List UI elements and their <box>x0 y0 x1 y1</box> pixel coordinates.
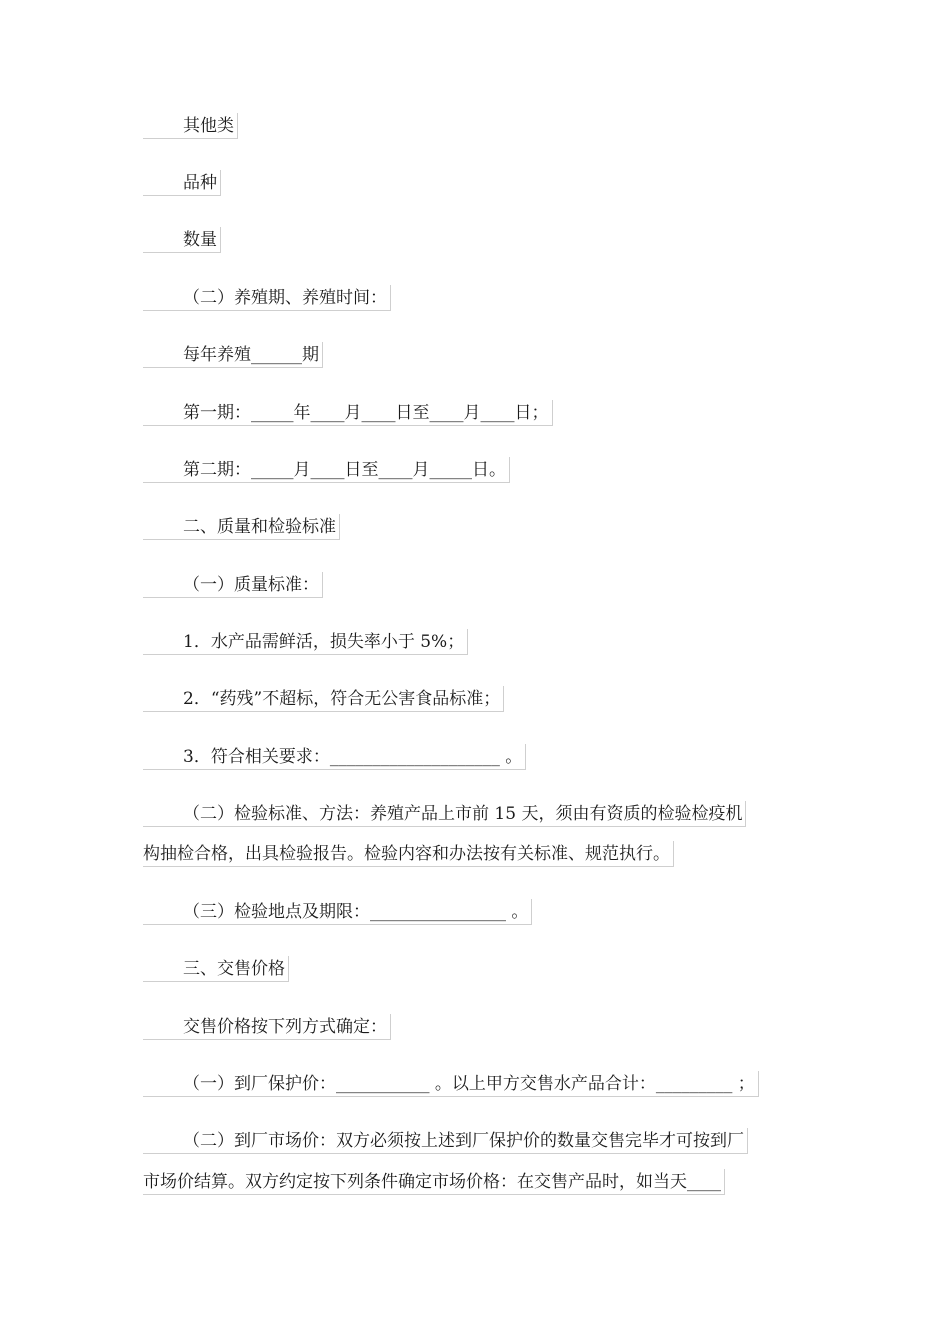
text-line-inspection-method: （二）检验标准、方法：养殖产品上市前 15 天，须由有资质的检验检疫机 <box>143 801 746 827</box>
section-heading-price: 三、交售价格 <box>143 956 289 982</box>
text-line-first-period: 第一期：_____年____月____日至____月____日； <box>143 400 553 426</box>
text-line-quantity: 数量 <box>143 227 221 253</box>
text-line-other-category: 其他类 <box>143 113 238 139</box>
text-line-quality-item-1: 1．水产品需鲜活，损失率小于 5%； <box>143 629 468 655</box>
text-line-market-price: （二）到厂市场价：双方必须按上述到厂保护价的数量交售完毕才可按到厂 <box>143 1128 748 1154</box>
section-heading-quality: 二、质量和检验标准 <box>143 514 340 540</box>
text-line-inspection-place: （三）检验地点及期限：________________ 。 <box>143 899 532 925</box>
text-line-second-period: 第二期：_____月____日至____月_____日。 <box>143 457 510 483</box>
text-line-variety: 品种 <box>143 170 221 196</box>
text-line-quality-item-3: 3．符合相关要求：____________________ 。 <box>143 744 526 770</box>
text-line-periods-per-year: 每年养殖______期 <box>143 342 323 368</box>
text-line-quality-standard-heading: （一）质量标准： <box>143 572 323 598</box>
text-line-market-price-cont: 市场价结算。双方约定按下列条件确定市场价格：在交售产品时，如当天____ <box>143 1169 725 1195</box>
text-line-price-method: 交售价格按下列方式确定： <box>143 1014 391 1040</box>
text-line-breeding-period-heading: （二）养殖期、养殖时间： <box>143 285 391 311</box>
text-line-quality-item-2: 2．“药残”不超标，符合无公害食品标准； <box>143 686 504 712</box>
text-line-protection-price: （一）到厂保护价：___________ 。以上甲方交售水产品合计：_________ ； <box>143 1071 759 1097</box>
text-line-inspection-method-cont: 构抽检合格，出具检验报告。检验内容和办法按有关标准、规范执行。 <box>143 841 674 867</box>
